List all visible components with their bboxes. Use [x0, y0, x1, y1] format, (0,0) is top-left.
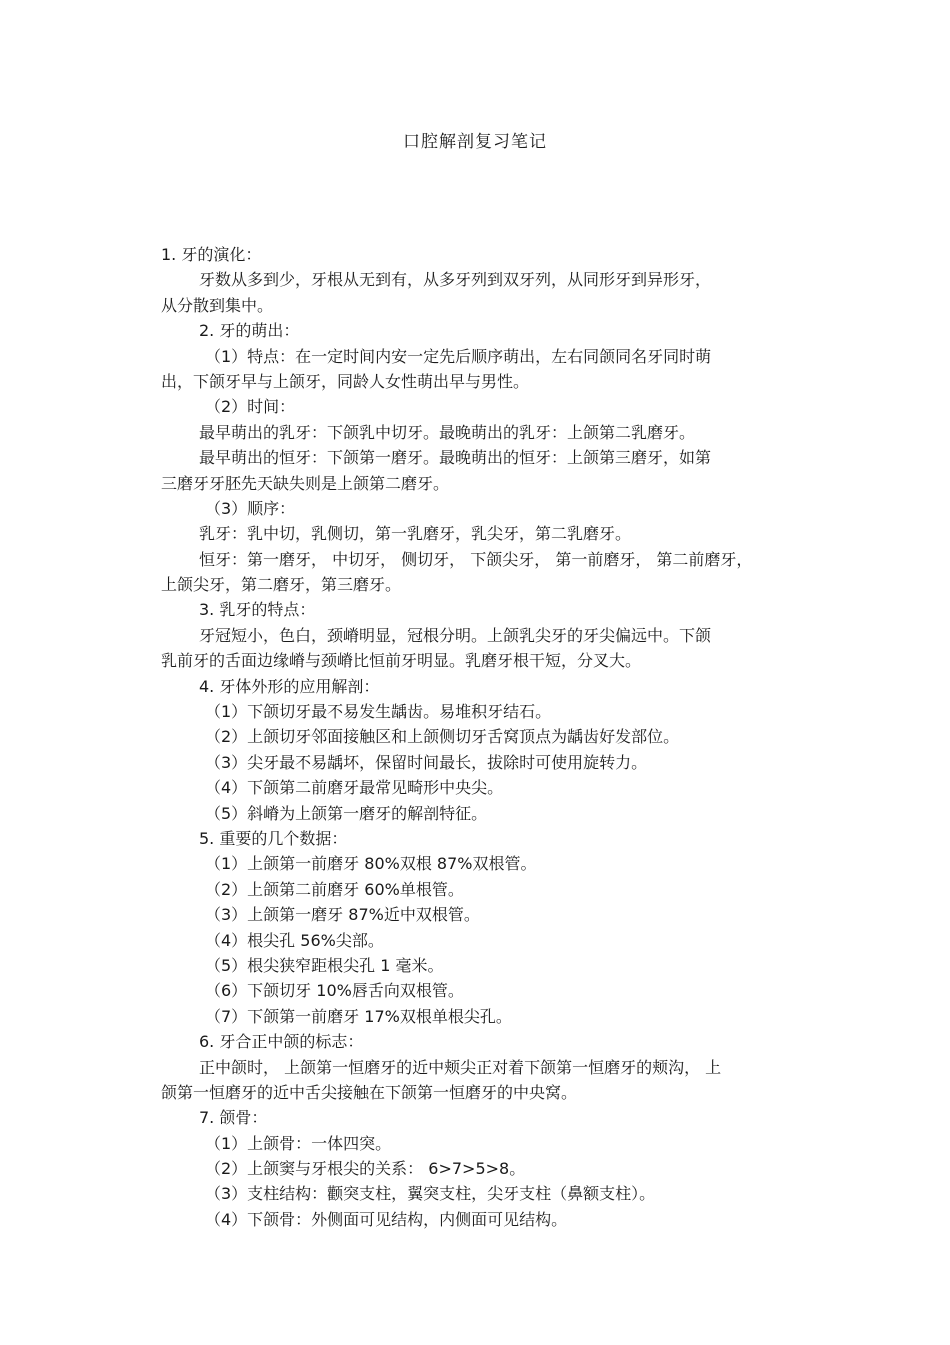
text-line: 4. 牙体外形的应用解剖：: [199, 676, 380, 696]
text-line: 最早萌出的乳牙：下颌乳中切牙。最晚萌出的乳牙：上颌第二乳磨牙。: [199, 422, 696, 442]
text-line: （4）下颌骨：外侧面可见结构，内侧面可见结构。: [205, 1209, 568, 1229]
text-line: 最早萌出的恒牙：下颌第一磨牙。最晚萌出的恒牙：上颌第三磨牙，如第: [199, 448, 712, 468]
text-line: 从分散到集中。: [161, 295, 274, 315]
text-line: （3）顺序：: [205, 498, 296, 518]
text-line: 三磨牙牙胚先天缺失则是上颌第二磨牙。: [161, 473, 450, 493]
text-line: （5）斜嵴为上颌第一磨牙的解剖特征。: [205, 803, 488, 823]
text-line: （1）下颌切牙最不易发生龋齿。易堆积牙结石。: [205, 702, 552, 722]
text-line: （1）上颌骨：一体四突。: [205, 1133, 392, 1153]
text-line: （4）下颌第二前磨牙最常见畸形中央尖。: [205, 778, 504, 798]
text-line: （1）特点：在一定时间内安一定先后顺序萌出，左右同颌同名牙同时萌: [205, 346, 712, 366]
text-line: 5. 重要的几个数据：: [199, 828, 348, 848]
text-line: 颌第一恒磨牙的近中舌尖接触在下颌第一恒磨牙的中央窝。: [161, 1082, 578, 1102]
text-line: （3）尖牙最不易龋坏，保留时间最长，拔除时可使用旋转力。: [205, 752, 648, 772]
text-line: （2）上颌窦与牙根尖的关系： 6>7>5>8。: [205, 1159, 526, 1179]
text-line: 恒牙：第一磨牙， 中切牙， 侧切牙， 下颌尖牙， 第一前磨牙， 第二前磨牙，: [199, 549, 753, 569]
text-line: （3）上颌第一磨牙 87%近中双根管。: [205, 905, 480, 925]
text-line: 7. 颌骨：: [199, 1108, 268, 1128]
text-line: 乳前牙的舌面边缘嵴与颈嵴比恒前牙明显。乳磨牙根干短，分叉大。: [161, 651, 642, 671]
text-line: （4）根尖孔 56%尖部。: [205, 930, 384, 950]
text-line: （2）上颌第二前磨牙 60%单根管。: [205, 879, 464, 899]
text-line: 1. 牙的演化：: [161, 245, 262, 264]
text-line: 出，下颌牙早与上颌牙，同龄人女性萌出早与男性。: [161, 371, 530, 391]
text-line: （2）上颌切牙邻面接触区和上颌侧切牙舌窝顶点为龋齿好发部位。: [205, 727, 680, 747]
text-line: 2. 牙的萌出：: [199, 321, 300, 341]
text-line: （1）上颌第一前磨牙 80%双根 87%双根管。: [205, 854, 537, 874]
text-line: 牙冠短小，色白，颈嵴明显，冠根分明。上颌乳尖牙的牙尖偏远中。下颌: [199, 625, 712, 645]
text-line: 乳牙：乳中切，乳侧切，第一乳磨牙，乳尖牙，第二乳磨牙。: [199, 524, 632, 544]
text-line: 牙数从多到少，牙根从无到有，从多牙列到双牙列，从同形牙到异形牙，: [199, 270, 712, 290]
text-line: 上颌尖牙，第二磨牙，第三磨牙。: [161, 575, 402, 595]
page-title: 口腔解剖复习笔记: [403, 132, 547, 152]
text-line: 正中颌时， 上颌第一恒磨牙的近中颊尖正对着下颌第一恒磨牙的颊沟， 上: [199, 1057, 722, 1077]
text-line: （2）时间：: [205, 397, 296, 417]
text-line: （5）根尖狭窄距根尖孔 1 毫米。: [205, 955, 444, 975]
text-line: 3. 乳牙的特点：: [199, 600, 316, 620]
document-body: [161, 242, 816, 1232]
text-line: 6. 牙合正中颌的标志：: [199, 1032, 364, 1052]
text-line: （3）支柱结构：颧突支柱，翼突支柱，尖牙支柱（鼻额支柱）。: [205, 1184, 656, 1204]
text-line: （7）下颌第一前磨牙 17%双根单根尖孔。: [205, 1006, 512, 1026]
text-line: （6）下颌切牙 10%唇舌向双根管。: [205, 981, 464, 1001]
